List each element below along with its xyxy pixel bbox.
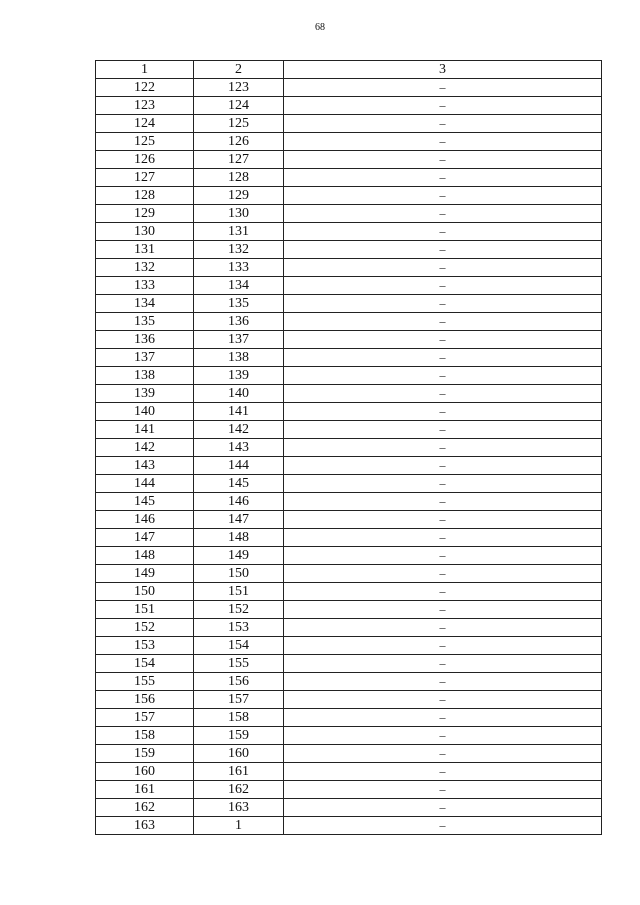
cell-col-1: 144 — [96, 475, 194, 493]
cell-col-2: 150 — [194, 565, 284, 583]
table-row — [96, 529, 602, 547]
cell-col-1: 147 — [96, 529, 194, 547]
cell-col-1: 140 — [96, 403, 194, 421]
cell-col-1: 135 — [96, 313, 194, 331]
cell-col-3: – — [284, 691, 602, 709]
table-row — [96, 313, 602, 331]
page-number: 68 — [315, 22, 325, 33]
cell-col-3: – — [284, 169, 602, 187]
cell-col-3: – — [284, 223, 602, 241]
cell-col-2: 132 — [194, 241, 284, 259]
cell-col-3: – — [284, 475, 602, 493]
table-row — [96, 457, 602, 475]
cell-col-2: 136 — [194, 313, 284, 331]
table-row — [96, 619, 602, 637]
table-row — [96, 781, 602, 799]
table-row — [96, 151, 602, 169]
cell-col-1: 138 — [96, 367, 194, 385]
cell-col-2: 147 — [194, 511, 284, 529]
data-table — [95, 60, 602, 835]
cell-col-2: 162 — [194, 781, 284, 799]
cell-col-1: 149 — [96, 565, 194, 583]
table-row — [96, 583, 602, 601]
cell-col-2: 126 — [194, 133, 284, 151]
cell-col-1: 132 — [96, 259, 194, 277]
cell-col-2: 157 — [194, 691, 284, 709]
table-row — [96, 169, 602, 187]
cell-col-3: – — [284, 745, 602, 763]
table-row — [96, 241, 602, 259]
cell-col-3: – — [284, 115, 602, 133]
cell-col-1: 137 — [96, 349, 194, 367]
cell-col-2: 161 — [194, 763, 284, 781]
cell-col-3: – — [284, 763, 602, 781]
cell-col-2: 128 — [194, 169, 284, 187]
cell-col-3: – — [284, 331, 602, 349]
cell-col-1: 125 — [96, 133, 194, 151]
table-row — [96, 547, 602, 565]
cell-col-2: 149 — [194, 547, 284, 565]
cell-col-3: – — [284, 367, 602, 385]
cell-col-3: – — [284, 205, 602, 223]
cell-col-1: 148 — [96, 547, 194, 565]
table-row — [96, 115, 602, 133]
table-row — [96, 691, 602, 709]
cell-col-3: – — [284, 601, 602, 619]
cell-col-1: 134 — [96, 295, 194, 313]
cell-col-1: 142 — [96, 439, 194, 457]
cell-col-2: 153 — [194, 619, 284, 637]
cell-col-2: 159 — [194, 727, 284, 745]
cell-col-3: – — [284, 133, 602, 151]
cell-col-1: 143 — [96, 457, 194, 475]
cell-col-3: – — [284, 385, 602, 403]
cell-col-3: – — [284, 799, 602, 817]
cell-col-2: 127 — [194, 151, 284, 169]
cell-col-3: – — [284, 655, 602, 673]
cell-col-3: – — [284, 619, 602, 637]
table-row — [96, 745, 602, 763]
cell-col-1: 123 — [96, 97, 194, 115]
cell-col-2: 145 — [194, 475, 284, 493]
table-row — [96, 259, 602, 277]
cell-col-1: 131 — [96, 241, 194, 259]
cell-col-2: 123 — [194, 79, 284, 97]
cell-col-1: 151 — [96, 601, 194, 619]
cell-col-2: 134 — [194, 277, 284, 295]
cell-col-3: – — [284, 295, 602, 313]
cell-col-2: 152 — [194, 601, 284, 619]
cell-col-3: – — [284, 97, 602, 115]
table-row — [96, 601, 602, 619]
cell-col-2: 156 — [194, 673, 284, 691]
cell-col-2: 146 — [194, 493, 284, 511]
cell-col-1: 141 — [96, 421, 194, 439]
cell-col-3: – — [284, 187, 602, 205]
cell-col-3: – — [284, 313, 602, 331]
table-row — [96, 367, 602, 385]
cell-col-3: – — [284, 457, 602, 475]
cell-col-2: 151 — [194, 583, 284, 601]
cell-col-3: – — [284, 259, 602, 277]
header-row — [96, 61, 602, 79]
cell-col-1: 122 — [96, 79, 194, 97]
table-row — [96, 673, 602, 691]
table-body — [96, 79, 602, 835]
cell-col-3: – — [284, 583, 602, 601]
cell-col-2: 154 — [194, 637, 284, 655]
cell-col-2: 158 — [194, 709, 284, 727]
cell-col-1: 154 — [96, 655, 194, 673]
cell-col-1: 163 — [96, 817, 194, 835]
cell-col-2: 137 — [194, 331, 284, 349]
cell-col-1: 130 — [96, 223, 194, 241]
cell-col-3: – — [284, 241, 602, 259]
cell-col-1: 153 — [96, 637, 194, 655]
column-header-1: 1 — [96, 61, 194, 79]
cell-col-1: 158 — [96, 727, 194, 745]
cell-col-3: – — [284, 403, 602, 421]
cell-col-2: 148 — [194, 529, 284, 547]
cell-col-1: 136 — [96, 331, 194, 349]
cell-col-1: 155 — [96, 673, 194, 691]
cell-col-2: 143 — [194, 439, 284, 457]
cell-col-2: 163 — [194, 799, 284, 817]
table-row — [96, 385, 602, 403]
cell-col-3: – — [284, 349, 602, 367]
cell-col-1: 126 — [96, 151, 194, 169]
table-row — [96, 277, 602, 295]
cell-col-3: – — [284, 79, 602, 97]
cell-col-1: 145 — [96, 493, 194, 511]
table-row — [96, 439, 602, 457]
cell-col-1: 159 — [96, 745, 194, 763]
table-row — [96, 475, 602, 493]
column-header-3: 3 — [284, 61, 602, 79]
cell-col-1: 162 — [96, 799, 194, 817]
cell-col-2: 130 — [194, 205, 284, 223]
cell-col-3: – — [284, 493, 602, 511]
cell-col-3: – — [284, 673, 602, 691]
cell-col-1: 139 — [96, 385, 194, 403]
cell-col-3: – — [284, 565, 602, 583]
cell-col-3: – — [284, 511, 602, 529]
table-row — [96, 511, 602, 529]
cell-col-1: 133 — [96, 277, 194, 295]
cell-col-1: 156 — [96, 691, 194, 709]
cell-col-1: 129 — [96, 205, 194, 223]
cell-col-2: 1 — [194, 817, 284, 835]
cell-col-2: 141 — [194, 403, 284, 421]
cell-col-1: 127 — [96, 169, 194, 187]
cell-col-2: 142 — [194, 421, 284, 439]
cell-col-2: 155 — [194, 655, 284, 673]
cell-col-1: 157 — [96, 709, 194, 727]
cell-col-3: – — [284, 151, 602, 169]
cell-col-3: – — [284, 547, 602, 565]
cell-col-2: 129 — [194, 187, 284, 205]
table-row — [96, 565, 602, 583]
cell-col-2: 144 — [194, 457, 284, 475]
table-row — [96, 763, 602, 781]
table-row — [96, 79, 602, 97]
table-row — [96, 187, 602, 205]
table-row — [96, 493, 602, 511]
cell-col-2: 124 — [194, 97, 284, 115]
column-header-2: 2 — [194, 61, 284, 79]
table-row — [96, 331, 602, 349]
table-row — [96, 637, 602, 655]
table-row — [96, 223, 602, 241]
cell-col-2: 135 — [194, 295, 284, 313]
cell-col-2: 125 — [194, 115, 284, 133]
cell-col-3: – — [284, 781, 602, 799]
table-row — [96, 709, 602, 727]
cell-col-2: 139 — [194, 367, 284, 385]
table-row — [96, 133, 602, 151]
table-row — [96, 817, 602, 835]
cell-col-3: – — [284, 817, 602, 835]
cell-col-3: – — [284, 439, 602, 457]
table-header — [96, 61, 602, 79]
cell-col-1: 160 — [96, 763, 194, 781]
cell-col-1: 124 — [96, 115, 194, 133]
cell-col-3: – — [284, 709, 602, 727]
table-row — [96, 349, 602, 367]
cell-col-3: – — [284, 277, 602, 295]
cell-col-2: 138 — [194, 349, 284, 367]
cell-col-1: 161 — [96, 781, 194, 799]
cell-col-1: 128 — [96, 187, 194, 205]
table-row — [96, 799, 602, 817]
cell-col-1: 152 — [96, 619, 194, 637]
table-row — [96, 727, 602, 745]
cell-col-3: – — [284, 529, 602, 547]
table-row — [96, 205, 602, 223]
table-row — [96, 295, 602, 313]
cell-col-3: – — [284, 637, 602, 655]
cell-col-1: 150 — [96, 583, 194, 601]
cell-col-2: 160 — [194, 745, 284, 763]
cell-col-2: 133 — [194, 259, 284, 277]
table-row — [96, 421, 602, 439]
table-row — [96, 403, 602, 421]
cell-col-3: – — [284, 727, 602, 745]
cell-col-1: 146 — [96, 511, 194, 529]
table-row — [96, 97, 602, 115]
cell-col-2: 140 — [194, 385, 284, 403]
cell-col-3: – — [284, 421, 602, 439]
cell-col-2: 131 — [194, 223, 284, 241]
table-row — [96, 655, 602, 673]
